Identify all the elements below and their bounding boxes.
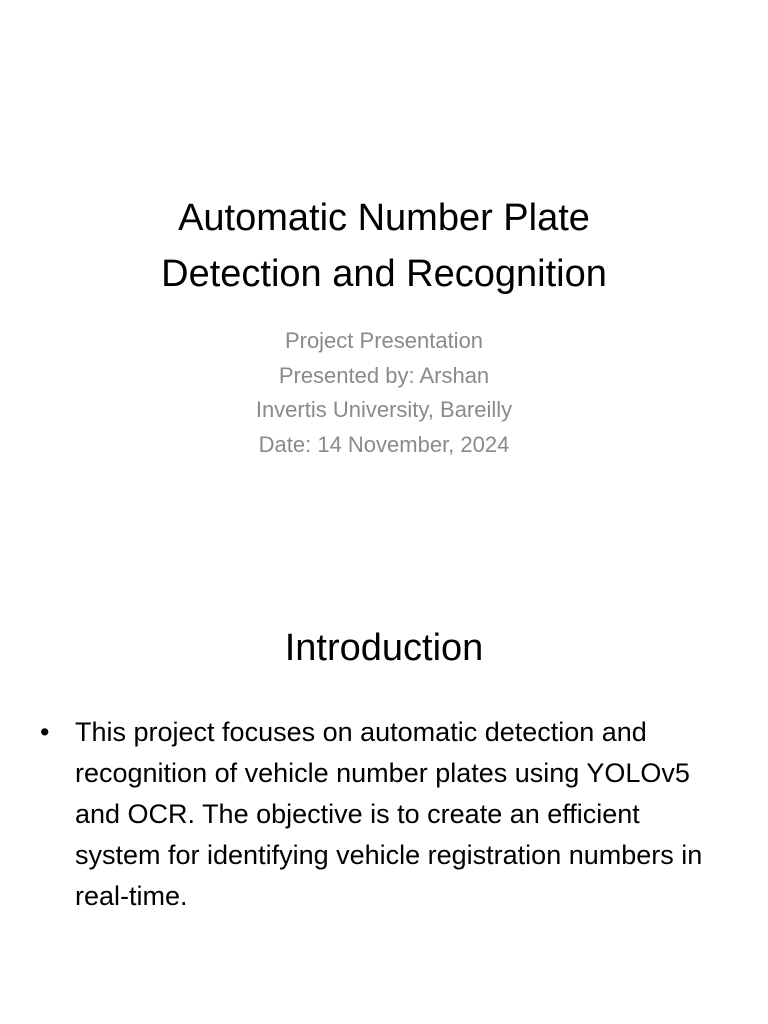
title-line: Detection and Recognition (161, 253, 607, 295)
slide-title: Introduction (284, 627, 484, 669)
subtitle-institution: Invertis University, Bareilly (255, 397, 513, 422)
bullet-list (40, 712, 720, 917)
subtitle-project-type: Project Presentation (284, 328, 484, 353)
introduction-slide (0, 512, 768, 1024)
bullet-item (40, 712, 720, 917)
presentation-subtitle (0, 324, 768, 462)
bullet-icon: • (40, 717, 50, 747)
bullet-text: This project focuses on automatic detection and recognition of vehicle number plates using YOLOv5 and OCR. The objective is to create an efficient system for identifying vehicle registration numbers in real-time. (75, 717, 703, 911)
presentation-title (0, 190, 768, 302)
title-line: Automatic Number Plate (178, 197, 590, 239)
subtitle-date: Date: 14 November, 2024 (258, 431, 510, 457)
subtitle-presenter: Presented by: Arshan (278, 362, 490, 388)
